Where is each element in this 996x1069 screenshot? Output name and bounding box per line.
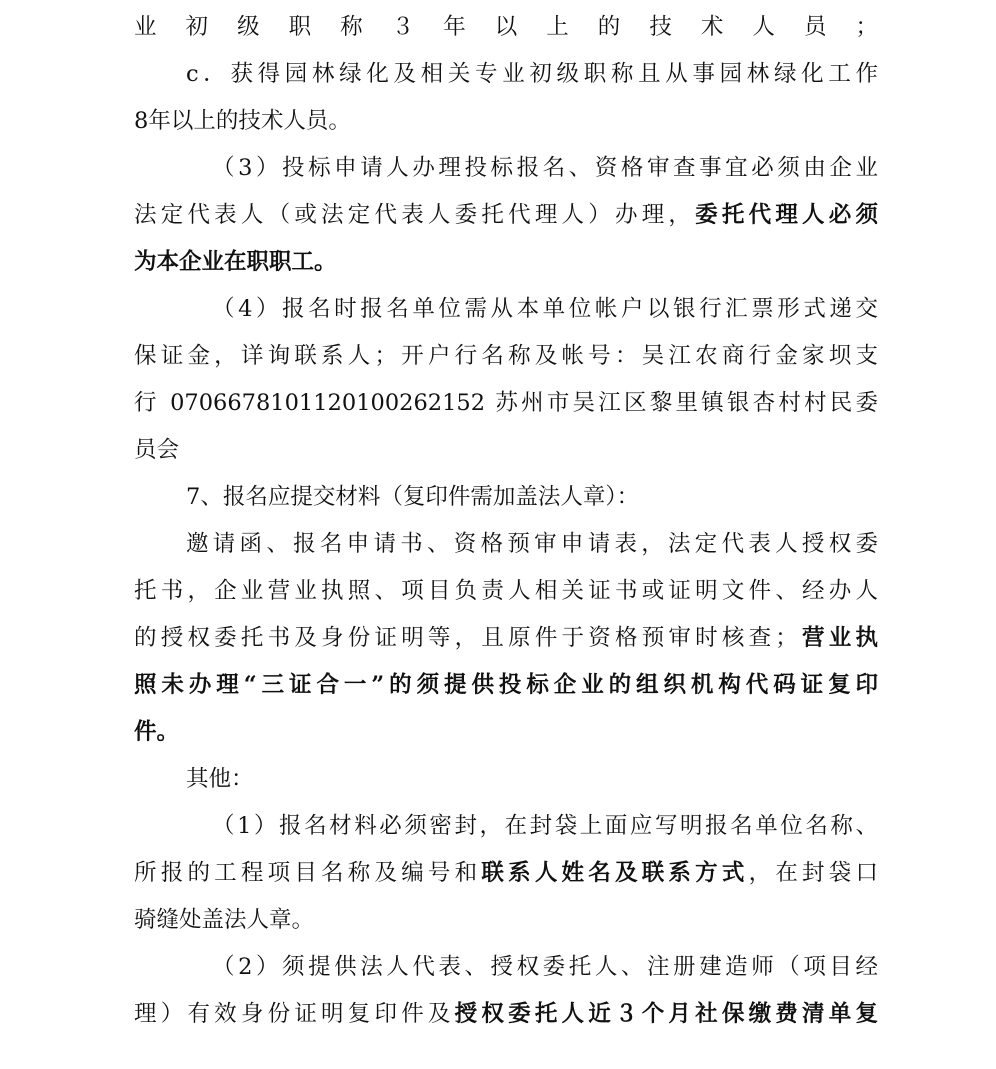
text-line: 其他：: [186, 766, 254, 792]
bold-text: 营业执: [797, 625, 878, 651]
text-line: 7、报名应提交材料（复印件需加盖法人章）：: [186, 484, 640, 510]
text-line: [134, 239, 878, 285]
text-line: （3）投标申请人办理投标报名、资格审查事宜必须由企业: [212, 155, 878, 181]
text-line: [134, 662, 878, 708]
text-line: 理）有效身份证明复印件及授权委托人近３个月社保缴费清单复: [134, 1001, 878, 1027]
text-line: c．获得园林绿化及相关专业初级职称且从事园林绿化工作: [186, 61, 878, 87]
text-line: 8年以上的技术人员。: [134, 108, 351, 134]
text-line: 邀请函、报名申请书、资格预审申请表，法定代表人授权委: [186, 531, 878, 557]
text-line: （4）报名时报名单位需从本单位帐户以银行汇票形式递交: [212, 296, 878, 322]
text-line: 骑缝处盖法人章。: [134, 907, 315, 933]
text-line: 保证金，详询联系人；开户行名称及帐号：吴江农商行金家坝支: [134, 343, 878, 369]
text-line: 所报的工程项目名称及编号和联系人姓名及联系方式，在封袋口: [134, 860, 878, 886]
bold-text: 联系人姓名及联系方式: [481, 860, 749, 886]
bold-text: 件。: [134, 719, 180, 745]
text-line: 的授权委托书及身份证明等，且原件于资格预审时核查；营业执: [134, 625, 878, 651]
text-line: 业初级职称３年以上的技术人员；: [134, 14, 878, 40]
text-line: [134, 709, 878, 755]
text-line: 行 0706678101120100262152 苏州市吴江区黎里镇银杏村村民委: [134, 390, 878, 416]
bold-text: 照未办理“三证合一”的须提供投标企业的组织机构代码证复印: [134, 672, 878, 698]
text-line: 托书，企业营业执照、项目负责人相关证书或证明文件、经办人: [134, 578, 878, 604]
text-line: （2）须提供法人代表、授权委托人、注册建造师（项目经: [212, 954, 878, 980]
bold-text: 授权委托人近３个月社保缴费清单复: [454, 1001, 878, 1027]
text-line: （1）报名材料必须密封，在封袋上面应写明报名单位名称、: [212, 813, 878, 839]
text-line: 法定代表人（或法定代表人委托代理人）办理，委托代理人必须: [134, 202, 878, 228]
bold-text: 委托代理人必须: [695, 202, 878, 228]
text-line: 员会: [134, 437, 180, 463]
bold-text: 为本企业在职职工。: [134, 249, 337, 275]
